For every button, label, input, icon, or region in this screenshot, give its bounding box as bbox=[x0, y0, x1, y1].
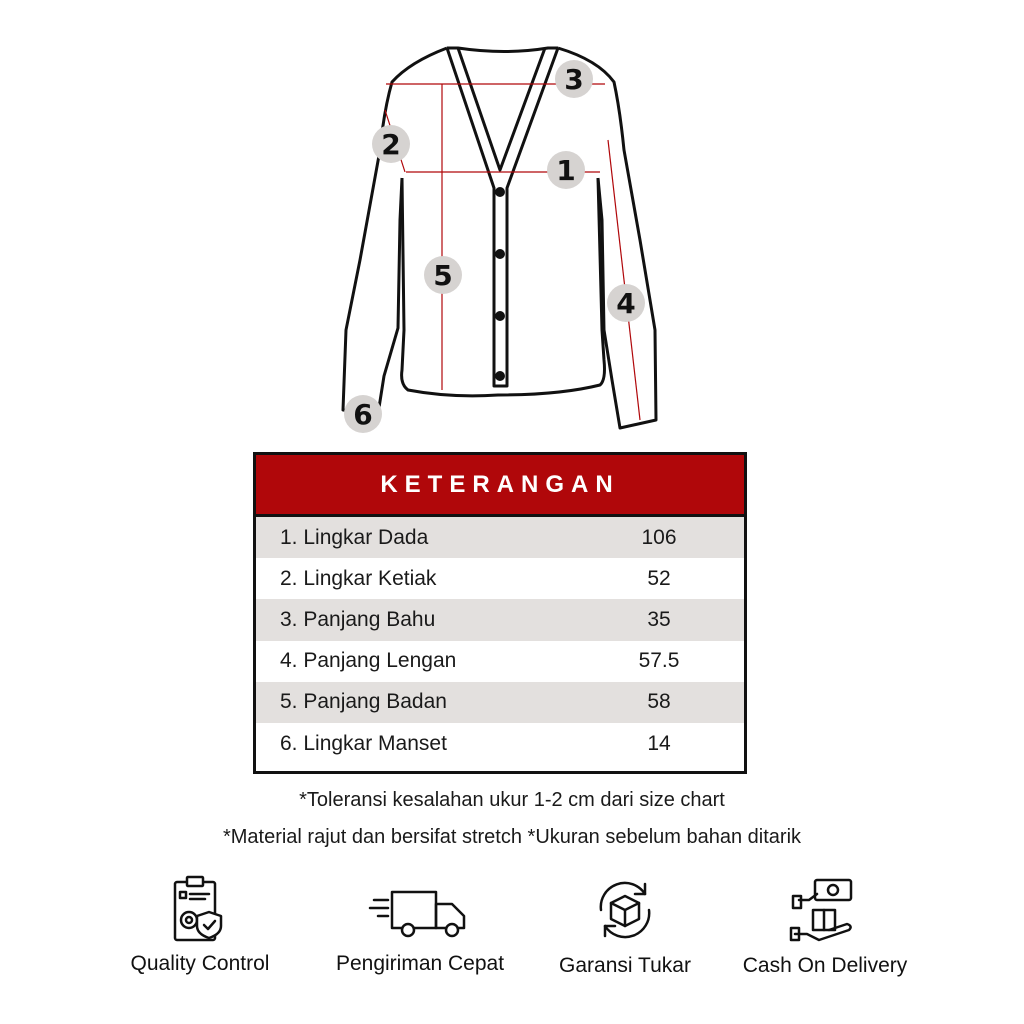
marker-5-label: 5 bbox=[433, 259, 453, 292]
cardigan-outline bbox=[343, 48, 656, 428]
row-label: 6. Lingkar Manset bbox=[280, 731, 447, 755]
marker-1 bbox=[547, 151, 585, 189]
row-label: 4. Panjang Lengan bbox=[280, 649, 457, 673]
row-value: 106 bbox=[641, 525, 677, 549]
buttons bbox=[495, 187, 505, 381]
marker-3-label: 3 bbox=[564, 63, 584, 96]
marker-2 bbox=[372, 125, 410, 163]
row-label: 1. Lingkar Dada bbox=[280, 525, 429, 549]
cardigan-diagram bbox=[0, 0, 1024, 440]
row-value: 35 bbox=[647, 607, 671, 631]
marker-2-label: 2 bbox=[381, 128, 401, 161]
feature-label: Pengiriman Cepat bbox=[335, 952, 505, 975]
row-label: 5. Panjang Badan bbox=[280, 690, 447, 714]
table-title: KETERANGAN bbox=[380, 470, 620, 498]
size-table bbox=[253, 452, 747, 774]
table-row bbox=[256, 641, 744, 682]
table-row bbox=[256, 558, 744, 599]
table-row bbox=[256, 723, 744, 764]
table-rows bbox=[256, 517, 744, 764]
feature-cash-on-delivery bbox=[730, 874, 920, 978]
marker-6-label: 6 bbox=[353, 398, 373, 431]
cash-on-delivery-icon bbox=[789, 874, 861, 946]
fast-delivery-truck-icon bbox=[368, 874, 472, 944]
marker-1-label: 1 bbox=[556, 154, 576, 187]
feature-label: Garansi Tukar bbox=[559, 954, 691, 977]
feature-fast-delivery bbox=[320, 874, 520, 976]
tolerance-note: *Toleransi kesalahan ukur 1-2 cm dari size chart bbox=[299, 789, 725, 811]
feature-list bbox=[0, 870, 1024, 1000]
marker-5 bbox=[424, 256, 462, 294]
table-row bbox=[256, 517, 744, 558]
material-note: *Material rajut dan bersifat stretch *Ukuran sebelum bahan ditarik bbox=[222, 826, 802, 848]
quality-control-icon bbox=[165, 874, 235, 944]
row-value: 14 bbox=[647, 731, 671, 755]
marker-4 bbox=[607, 284, 645, 322]
table-row bbox=[256, 682, 744, 723]
feature-label: Quality Control bbox=[130, 952, 270, 975]
table-row bbox=[256, 599, 744, 640]
marker-4-label: 4 bbox=[616, 287, 636, 320]
marker-6 bbox=[344, 395, 382, 433]
table-header bbox=[256, 455, 744, 517]
row-value: 58 bbox=[647, 690, 671, 714]
marker-3 bbox=[555, 60, 593, 98]
exchange-box-icon bbox=[589, 874, 661, 946]
row-value: 52 bbox=[647, 566, 671, 590]
feature-label: Cash On Delivery bbox=[742, 954, 908, 977]
row-label: 3. Panjang Bahu bbox=[280, 607, 436, 631]
feature-exchange-guarantee bbox=[540, 874, 710, 978]
row-label: 2. Lingkar Ketiak bbox=[280, 566, 437, 590]
row-value: 57.5 bbox=[638, 649, 680, 673]
feature-quality-control bbox=[110, 874, 290, 976]
